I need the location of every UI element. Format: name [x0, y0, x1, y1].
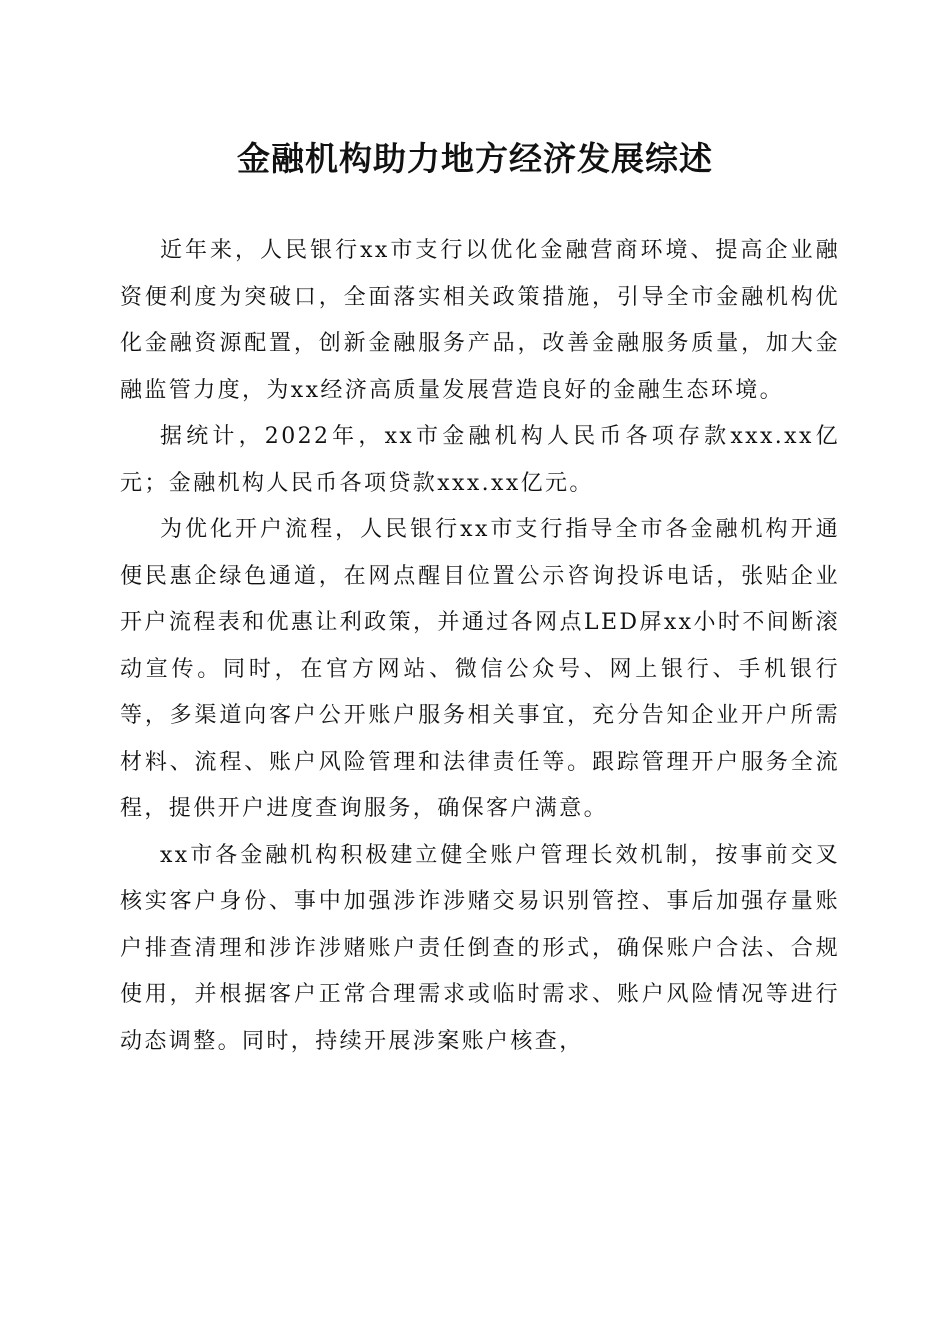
document-body [120, 228, 840, 1065]
paragraph-statistics: 据统计，2022年，xx市金融机构人民币各项存款xxx.xx亿元；金融机构人民币各项贷款xxx.xx亿元。 [120, 424, 840, 496]
document-title: 金融机构助力地方经济发展综述 [237, 139, 713, 178]
paragraph-account-opening: 为优化开户流程，人民银行xx市支行指导全市各金融机构开通便民惠企绿色通道，在网点醒目位置公示咨询投诉电话，张贴企业开户流程表和优惠让利政策，并通过各网点LED屏xx小时不间断滚动宣传。同时，在官方网站、微信公众号、网上银行、手机银行等，多渠道向客户公开账户服务相关事宜，充分告知企业开户所需材料、流程、账户风险管理和法律责任等。跟踪管理开户服务全流程，提供开户进度查询服务，确保客户满意。 [120, 517, 840, 821]
paragraph-account-management: xx市各金融机构积极建立健全账户管理长效机制，按事前交叉核实客户身份、事中加强涉诈涉赌交易识别管控、事后加强存量账户排查清理和涉诈涉赌账户责任倒查的形式，确保账户合法、合规使用，并根据客户正常合理需求或临时需求、账户风险情况等进行动态调整。同时，持续开展涉案账户核查， [120, 842, 840, 1054]
paragraph-intro: 近年来，人民银行xx市支行以优化金融营商环境、提高企业融资便利度为突破口，全面落实相关政策措施，引导全市金融机构优化金融资源配置，创新金融服务产品，改善金融服务质量，加大金融监管力度，为xx经济高质量发展营造良好的金融生态环境。 [120, 238, 840, 403]
